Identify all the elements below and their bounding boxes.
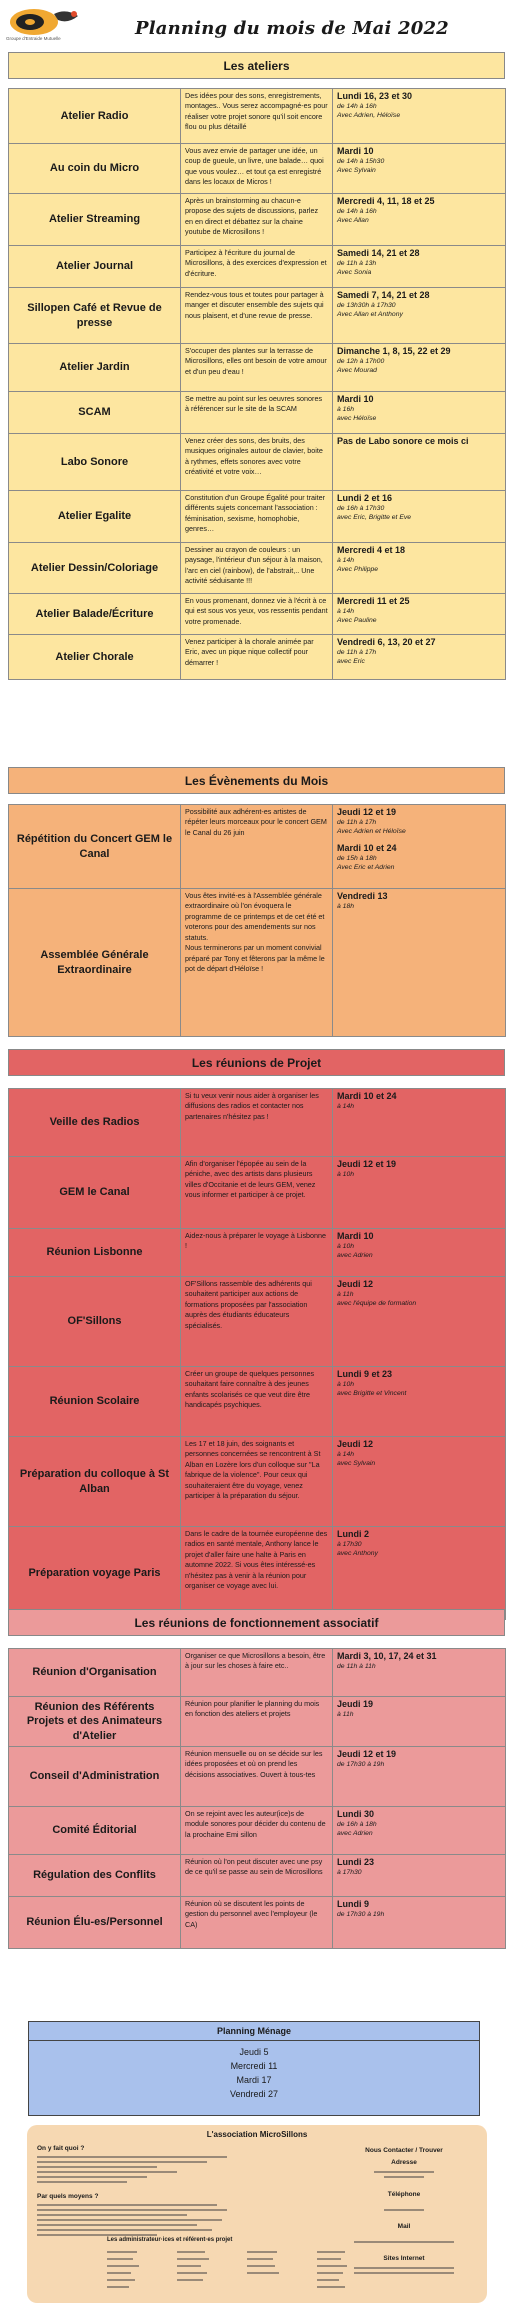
schedule-animators: avec Adrien [337, 1830, 373, 1838]
activity-schedule [333, 1697, 506, 1747]
schedule-animators: avec Eric [337, 658, 365, 666]
schedule-animators: avec Héloïse [337, 415, 377, 423]
about-title: On y fait quoi ? [37, 2145, 85, 2152]
schedule-row [9, 1157, 506, 1229]
activity-schedule [333, 805, 506, 889]
schedule-time: de 14h à 16h [337, 103, 377, 111]
schedule-dates: Samedi 7, 14, 21 et 28 [337, 290, 430, 300]
menage-dates [29, 2041, 479, 2101]
schedule-dates: Mardi 3, 10, 17, 24 et 31 [337, 1651, 437, 1661]
address-title: Adresse [391, 2159, 417, 2166]
activity-name: Atelier Journal [9, 246, 181, 288]
activity-name: Veille des Radios [9, 1089, 181, 1157]
page-title: Planning du mois de Mai 2022 [135, 18, 449, 39]
activity-description: Aidez-nous à préparer le voyage à Lisbonne ! [181, 1229, 333, 1277]
schedule-time: de 16h à 18h [337, 1821, 377, 1829]
schedule-row [9, 1854, 506, 1896]
ateliers-table [8, 88, 506, 680]
schedule-animators: Avec Allan [337, 217, 369, 225]
activity-name: Réunion des Référents Projets et des Animateurs d'Atelier [9, 1697, 181, 1747]
activity-name: Labo Sonore [9, 434, 181, 491]
schedule-dates: Vendredi 13 [337, 891, 388, 901]
schedule-row [9, 434, 506, 491]
activity-description: Dessiner au crayon de couleurs : un paysage, l'intérieur d'un séjour à la maison, l'arc en ciel (rainbow), de l'abstrait,.. Une activité séduisante !!! [181, 543, 333, 594]
schedule-row [9, 1649, 506, 1697]
schedule-time: à 18h [337, 903, 355, 911]
menage-title: Planning Ménage [29, 2022, 479, 2041]
schedule-row [9, 1437, 506, 1527]
schedule-dates: Lundi 30 [337, 1808, 375, 1819]
schedule-time: à 14h [337, 557, 355, 565]
activity-name: Préparation voyage Paris [9, 1527, 181, 1620]
schedule-dates: Mardi 10 et 24 [337, 842, 397, 853]
menage-date: Jeudi 5 [239, 2047, 269, 2057]
activity-schedule [333, 1854, 506, 1896]
activity-name: Sillopen Café et Revue de presse [9, 288, 181, 344]
schedule-dates: Vendredi 6, 13, 20 et 27 [337, 637, 436, 647]
activity-description: Réunion mensuelle ou on se décide sur les idées proposées et où on prend les décisions associatives. Ouvert à tous-tes [181, 1746, 333, 1806]
schedule-time: à 17h30 [337, 1541, 362, 1549]
footer-about [37, 2145, 247, 2247]
schedule-dates: Mercredi 4, 11, 18 et 25 [337, 196, 435, 206]
ateliers-title: Les ateliers [8, 52, 505, 79]
activity-name: Régulation des Conflits [9, 1854, 181, 1896]
web-title: Sites Internet [383, 2255, 425, 2262]
schedule-dates: Lundi 9 et 23 [337, 1369, 393, 1379]
activity-schedule [333, 1367, 506, 1437]
activity-name: Comité Éditorial [9, 1806, 181, 1854]
activity-schedule [333, 491, 506, 543]
page-header [0, 0, 513, 48]
fonctionnement-title: Les réunions de fonctionnement associatif [8, 1609, 505, 1636]
activity-name: Répétition du Concert GEM le Canal [9, 805, 181, 889]
activity-name: Au coin du Micro [9, 144, 181, 194]
schedule-time: de 16h à 17h30 [337, 505, 385, 513]
activity-schedule [333, 344, 506, 392]
schedule-time: à 14h [337, 1103, 355, 1111]
activity-description: Vous avez envie de partager une idée, un coup de gueule, un livre, une balade… quoi que vous voulez… et tout ça est enregistré dans les locaux de Micros ! [181, 144, 333, 194]
schedule-row [9, 89, 506, 144]
activity-description: Possibilité aux adhérent-es artistes de répéter leurs morceaux pour le concert GEM le Canal du 26 juin [181, 805, 333, 889]
activity-schedule [333, 1527, 506, 1620]
activity-schedule [333, 889, 506, 1037]
activity-schedule [333, 392, 506, 434]
schedule-dates: Dimanche 1, 8, 15, 22 et 29 [337, 346, 451, 356]
schedule-row [9, 1229, 506, 1277]
schedule-time: à 14h [337, 608, 355, 616]
schedule-row [9, 805, 506, 889]
schedule-row [9, 1089, 506, 1157]
activity-name: Atelier Radio [9, 89, 181, 144]
activity-schedule [333, 1229, 506, 1277]
schedule-time: de 15h à 18h [337, 854, 377, 862]
activity-description: Après un brainstorming au chacun-e propose des sujets de discussions, parlez en en direct et débattez sur la chaine youtube de Microsillons ! [181, 194, 333, 246]
schedule-row [9, 392, 506, 434]
schedule-row [9, 194, 506, 246]
schedule-animators: avec l'équipe de formation [337, 1300, 417, 1308]
schedule-animators: Avec Adrien, Héloïse [337, 112, 401, 120]
schedule-time: à 10h [337, 1243, 355, 1251]
schedule-time: de 17h30 à 19h [337, 1761, 385, 1769]
schedule-row [9, 246, 506, 288]
schedule-dates: Mardi 10 [337, 1231, 374, 1241]
schedule-animators: avec Adrien [337, 1252, 373, 1260]
evenements-table [8, 804, 506, 1037]
menage-date: Mardi 17 [236, 2075, 272, 2085]
contact-title: Nous Contacter / Trouver [365, 2147, 443, 2154]
activity-schedule [333, 194, 506, 246]
activity-description: Les 17 et 18 juin, des soignants et personnes concernées se rencontrent à St Alban en Lozère lors d'un colloque sur "La fabrique de la violence". Pour ceux qui souhaiteraient être du voyage, venez participer à la préparation du séjour. [181, 1437, 333, 1527]
schedule-row [9, 1746, 506, 1806]
planning-menage [28, 2021, 480, 2116]
activity-schedule [333, 1437, 506, 1527]
schedule-dates: Mardi 10 [337, 146, 374, 156]
schedule-animators: avec Anthony [337, 1550, 378, 1558]
schedule-animators: Avec Eric et Adrien [337, 864, 395, 872]
activity-description: Participez à l'écriture du journal de Microsillons, à des exercices d'expression et d'écriture. [181, 246, 333, 288]
projets-table [8, 1088, 506, 1620]
schedule-animators: avec Brigitte et Vincent [337, 1390, 407, 1398]
evenements-title: Les Évènements du Mois [8, 767, 505, 794]
schedule-time: de 11h à 17h [337, 649, 377, 657]
schedule-animators: Avec Philippe [337, 566, 379, 574]
schedule-dates: Lundi 2 et 16 [337, 493, 393, 503]
schedule-dates: Pas de Labo sonore ce mois ci [337, 436, 469, 446]
activity-schedule [333, 594, 506, 635]
activity-schedule [333, 246, 506, 288]
logo-tagline: Groupe d'Entraide Mutuelle [6, 36, 61, 41]
schedule-dates: Lundi 23 [337, 1856, 375, 1867]
activity-name: Réunion Élu-es/Personnel [9, 1896, 181, 1948]
schedule-time: de 11h à 13h [337, 260, 377, 268]
schedule-time: de 13h30h à 17h30 [337, 302, 396, 310]
menage-date: Vendredi 27 [229, 2089, 279, 2099]
schedule-animators: avec Eric, Brigitte et Eve [337, 514, 412, 522]
schedule-dates: Jeudi 12 et 19 [337, 807, 397, 817]
activity-schedule [333, 543, 506, 594]
mail-title: Mail [397, 2223, 411, 2230]
association-title: L'association MicroSillons [206, 2130, 308, 2139]
schedule-time: à 11h [337, 1711, 354, 1719]
activity-schedule [333, 1089, 506, 1157]
about-text-icon [37, 2154, 237, 2188]
schedule-time: de 17h30 à 19h [337, 1911, 385, 1919]
schedule-time: de 12h à 17h00 [337, 358, 385, 366]
activity-description: Réunion où l'on peut discuter avec une psy de ce qu'il se passe au sein de Microsillons [181, 1854, 333, 1896]
activity-description: Constitution d'un Groupe Égalité pour traiter différents sujets concernant l'association : féminisation, sexisme, homophobie, genres… [181, 491, 333, 543]
schedule-dates: Jeudi 12 et 19 [337, 1159, 397, 1169]
schedule-dates: Jeudi 12 et 19 [337, 1748, 397, 1759]
activity-name: Atelier Streaming [9, 194, 181, 246]
activity-schedule [333, 1746, 506, 1806]
association-footer [27, 2125, 487, 2303]
schedule-dates: Mardi 10 [337, 394, 374, 404]
schedule-animators: Avec Pauline [337, 617, 377, 625]
schedule-row [9, 594, 506, 635]
activity-name: OF'Sillons [9, 1277, 181, 1367]
schedule-animators: Avec Adrien et Héloïse [337, 828, 406, 836]
activity-schedule [333, 89, 506, 144]
activity-description: Créer un groupe de quelques personnes souhaitant faire connaître à des jeunes enfants scolarisés ce que veut dire être handicapés psychiques. [181, 1367, 333, 1437]
schedule-animators: Avec Allan et Anthony [337, 311, 403, 319]
schedule-dates: Mercredi 4 et 18 [337, 545, 406, 555]
schedule-dates: Mercredi 11 et 25 [337, 596, 410, 606]
address-text-icon [364, 2169, 444, 2181]
schedule-time: de 14h à 16h [337, 208, 377, 216]
activity-schedule [333, 1649, 506, 1697]
menage-date: Mercredi 11 [230, 2061, 278, 2071]
fonctionnement-table [8, 1648, 506, 1949]
activity-description: On se rejoint avec les auteur(ice)s de module sonores pour décider du contenu de la prochaine Emi sillon [181, 1806, 333, 1854]
activity-description: Organiser ce que Microsillons a besoin, être à jour sur les choses à faire etc.. [181, 1649, 333, 1697]
schedule-time: à 10h [337, 1381, 355, 1389]
activity-description: Venez créer des sons, des bruits, des musiques originales autour de clavier, boite à rythmes, effets sonores avec votre créativité et votre voix… [181, 434, 333, 491]
schedule-animators: Avec Sonia [337, 269, 372, 277]
activity-schedule [333, 434, 506, 491]
activity-schedule [333, 288, 506, 344]
schedule-row [9, 635, 506, 680]
schedule-dates: Jeudi 12 [337, 1439, 374, 1449]
schedule-dates: Jeudi 19 [337, 1699, 374, 1709]
mail-text-icon [344, 2239, 464, 2245]
activity-name: Réunion d'Organisation [9, 1649, 181, 1697]
schedule-dates: Jeudi 12 [337, 1279, 374, 1289]
phone-title: Téléphone [387, 2191, 421, 2198]
schedule-row [9, 543, 506, 594]
activity-description: Dans le cadre de la tournée européenne des radios en santé mentale, Anthony lance le projet d'aller faire une halte à Paris en automne 2022. Si vous êtes intéressé-es n'hésitez pas à venir à la réunion pour organiser ce voyage avec lui. [181, 1527, 333, 1620]
activity-name: Atelier Egalite [9, 491, 181, 543]
activity-description: Venez participer à la chorale animée par Eric, avec un pique nique collectif pour démarrer ! [181, 635, 333, 680]
schedule-time: à 10h [337, 1171, 355, 1179]
schedule-dates: Lundi 16, 23 et 30 [337, 91, 413, 101]
schedule-time: de 11h à 17h [337, 819, 377, 827]
activity-schedule [333, 1806, 506, 1854]
activity-description: En vous promenant, donnez vie à l'écrit à ce qui est sous vos yeux, vos ressentis pendant votre promenade. [181, 594, 333, 635]
activity-description: Réunion où se discutent les points de gestion du personnel avec l'employeur (le CA) [181, 1896, 333, 1948]
activity-description: Réunion pour planifier le planning du mois en fonction des ateliers et projets [181, 1697, 333, 1747]
schedule-animators: Avec Mourad [337, 367, 377, 375]
schedule-time: à 14h [337, 1451, 355, 1459]
activity-name: Conseil d'Administration [9, 1746, 181, 1806]
activity-name: Réunion Lisbonne [9, 1229, 181, 1277]
schedule-row [9, 1896, 506, 1948]
activity-name: GEM le Canal [9, 1157, 181, 1229]
activity-name: Atelier Dessin/Coloriage [9, 543, 181, 594]
schedule-time: à 11h [337, 1291, 354, 1299]
projets-title: Les réunions de Projet [8, 1049, 505, 1076]
activity-schedule [333, 1157, 506, 1229]
refs-list-icon [107, 2249, 397, 2297]
activity-name: SCAM [9, 392, 181, 434]
activity-name: Préparation du colloque à St Alban [9, 1437, 181, 1527]
activity-description: Vous êtes invité-es à l'Assemblée générale extraordinaire où l'on évoquera le programme de ce printemps et de cet été et voterons pour des amendements sur nos statuts. Nous terminerons par un moment convivial préparé par Tony et fêterons par la même le pot de départ d'Héloïse ! [181, 889, 333, 1037]
activity-name: Assemblée Générale Extraordinaire [9, 889, 181, 1037]
phone-text-icon [364, 2207, 444, 2213]
schedule-row [9, 1367, 506, 1437]
means-title: Par quels moyens ? [37, 2193, 99, 2200]
schedule-row [9, 1697, 506, 1747]
schedule-row [9, 1277, 506, 1367]
schedule-dates: Lundi 9 [337, 1898, 369, 1909]
activity-description: Afin d'organiser l'épopée au sein de la péniche, avec des artists dans plusieurs villes d'Occitanie et de leurs GEM, venez vous informer et participer à ce projet. [181, 1157, 333, 1229]
activity-schedule [333, 144, 506, 194]
schedule-row [9, 889, 506, 1037]
means-text-icon [37, 2202, 237, 2242]
activity-schedule [333, 635, 506, 680]
schedule-row [9, 144, 506, 194]
schedule-time: de 14h à 15h30 [337, 158, 385, 166]
schedule-time: de 11h à 11h [337, 1663, 376, 1671]
activity-description: Si tu veux venir nous aider à organiser les diffusions des radios et contacter nos partenaires n'hésitez pas ! [181, 1089, 333, 1157]
activity-name: Atelier Chorale [9, 635, 181, 680]
schedule-row [9, 288, 506, 344]
activity-description: OF'Sillons rassemble des adhérents qui souhaitent participer aux actions de formations proposées par l'association auprès des étudiants éducateurs spécialisés. [181, 1277, 333, 1367]
schedule-dates: Lundi 2 [337, 1529, 369, 1539]
schedule-time: à 17h30 [337, 1869, 362, 1877]
schedule-time: à 16h [337, 406, 355, 414]
schedule-dates: Mardi 10 et 24 [337, 1091, 397, 1101]
activity-description: S'occuper des plantes sur la terrasse de Microsillons, elles ont besoin de votre amour et d'un peu d'eau ! [181, 344, 333, 392]
schedule-row [9, 1527, 506, 1620]
activity-name: Réunion Scolaire [9, 1367, 181, 1437]
schedule-animators: avec Sylvain [337, 1460, 376, 1468]
schedule-dates: Samedi 14, 21 et 28 [337, 248, 420, 258]
schedule-row [9, 1806, 506, 1854]
schedule-row [9, 344, 506, 392]
activity-name: Atelier Balade/Écriture [9, 594, 181, 635]
activity-name: Atelier Jardin [9, 344, 181, 392]
schedule-animators: Avec Sylvain [337, 167, 376, 175]
activity-schedule [333, 1896, 506, 1948]
activity-schedule [333, 1277, 506, 1367]
activity-description: Se mettre au point sur les oeuvres sonores à référencer sur le site de la SCAM [181, 392, 333, 434]
refs-title: Les administrateur·ices et référent·es projet [107, 2237, 233, 2243]
activity-description: Des idées pour des sons, enregistrements, montages.. Vous serez accompagné-es pour réaliser votre projet sonore qu'il soit encore flou ou plus détaillé [181, 89, 333, 144]
activity-description: Rendez-vous tous et toutes pour partager à manger et discuter ensemble des sujets qui nous plaisent, et d'une revue de presse. [181, 288, 333, 344]
schedule-row [9, 491, 506, 543]
